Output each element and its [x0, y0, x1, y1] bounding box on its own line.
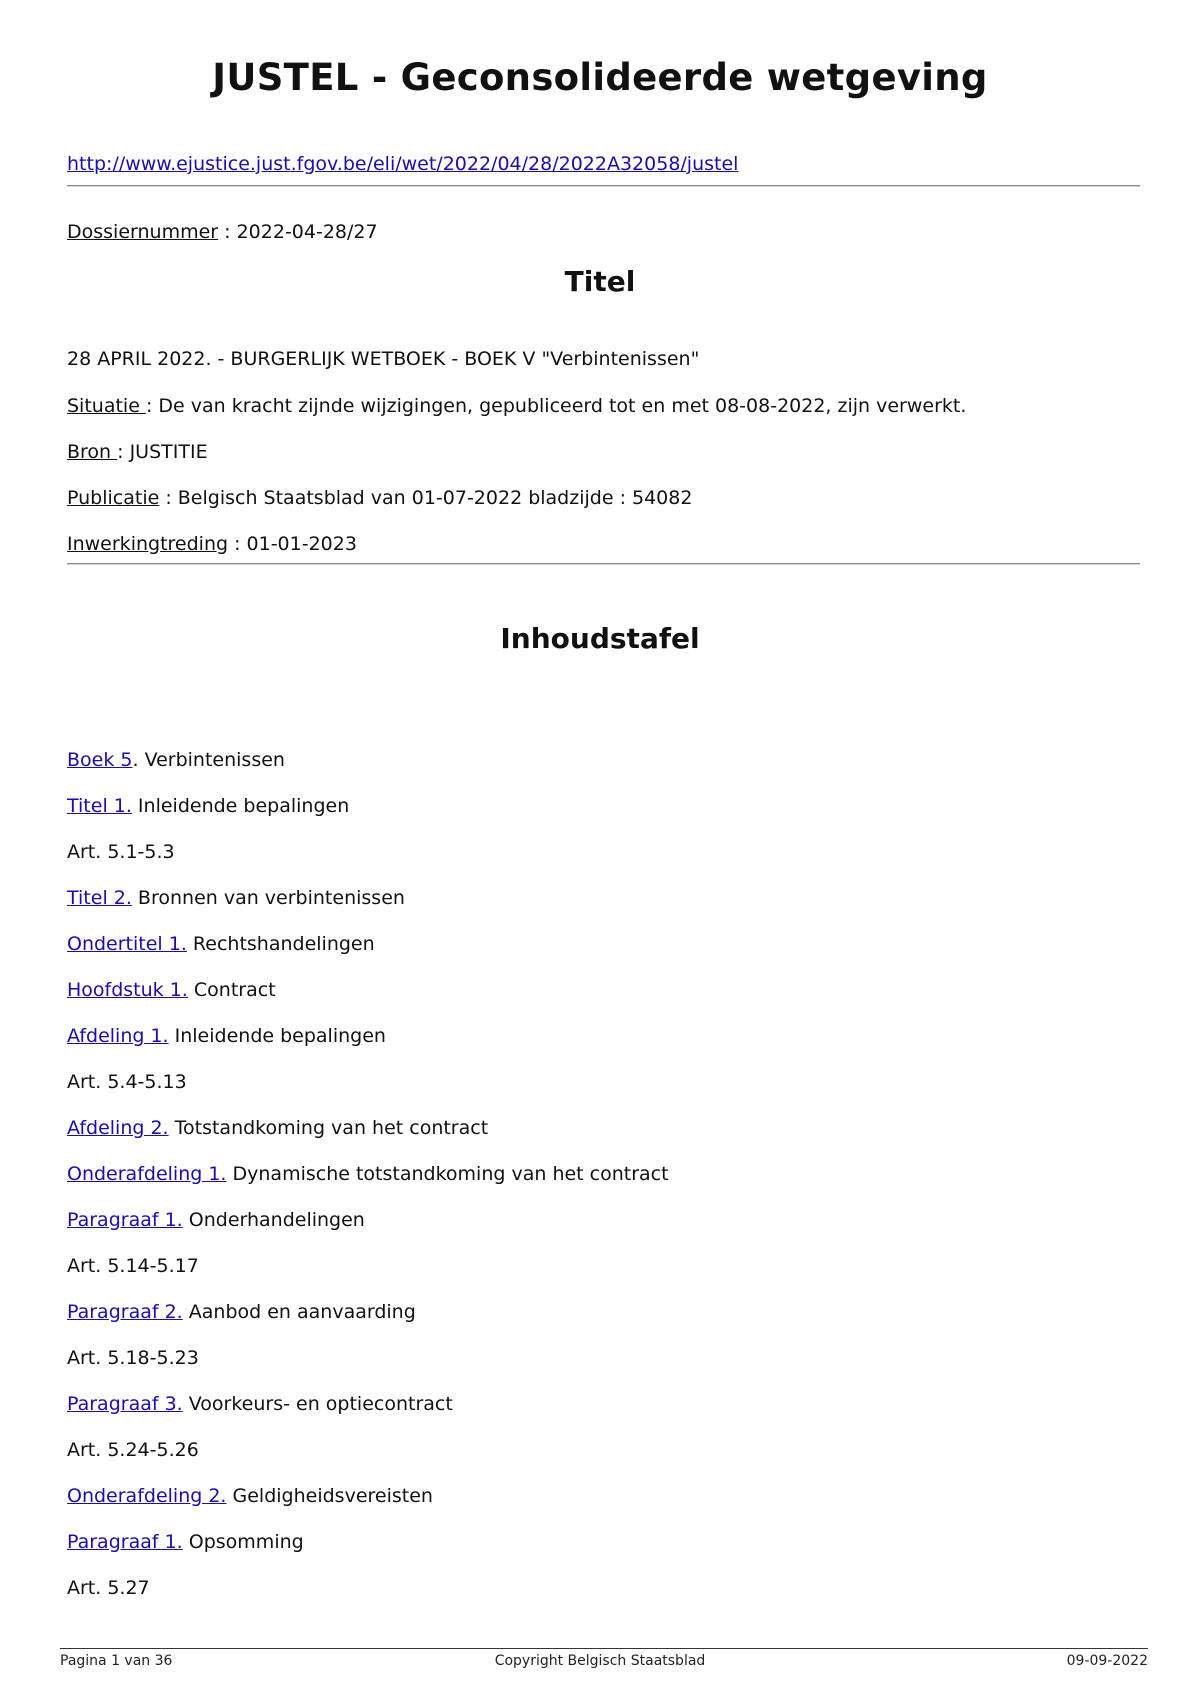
publicatie-row	[67, 486, 692, 510]
toc-text: Geldigheidsvereisten	[226, 1485, 433, 1507]
toc-text: Dynamische totstandkoming van het contract	[226, 1163, 669, 1185]
toc-link[interactable]: Titel 1.	[67, 795, 132, 817]
publicatie-value: : Belgisch Staatsblad van 01-07-2022 bladzijde : 54082	[159, 487, 693, 509]
toc-text: Art. 5.4-5.13	[67, 1071, 187, 1093]
inwerkingtreding-label: Inwerkingtreding	[67, 533, 229, 555]
toc-item	[67, 1024, 386, 1048]
footer-page-number: Pagina 1 van 36	[60, 1653, 173, 1669]
footer-divider	[60, 1648, 1148, 1649]
toc-link[interactable]: Onderafdeling 1.	[67, 1163, 227, 1185]
toc-item	[67, 1346, 199, 1370]
divider	[67, 563, 1140, 565]
toc-link[interactable]: Paragraaf 1.	[67, 1531, 183, 1553]
toc-item	[67, 1254, 199, 1278]
dossier-label: Dossiernummer	[67, 221, 219, 243]
toc-item	[67, 840, 175, 864]
toc-text: Inleidende bepalingen	[168, 1025, 386, 1047]
toc-text: Opsomming	[182, 1531, 304, 1553]
publicatie-label: Publicatie	[67, 487, 160, 509]
toc-link[interactable]: Paragraaf 3.	[67, 1393, 183, 1415]
situatie-label: Situatie	[67, 395, 146, 417]
toc-item	[67, 1484, 433, 1508]
toc-text: Rechtshandelingen	[186, 933, 375, 955]
titel-heading: Titel	[564, 265, 636, 298]
toc-item	[67, 886, 405, 910]
toc-item	[67, 932, 375, 956]
dossier-row	[67, 220, 378, 244]
toc-item	[67, 1530, 304, 1554]
footer-copyright: Copyright Belgisch Staatsblad	[494, 1653, 706, 1669]
toc-text: Art. 5.1-5.3	[67, 841, 175, 863]
toc-text: Aanbod en aanvaarding	[182, 1301, 416, 1323]
toc-heading: Inhoudstafel	[500, 622, 700, 655]
toc-text: Art. 5.18-5.23	[67, 1347, 199, 1369]
inwerkingtreding-row	[67, 532, 357, 556]
toc-text: Contract	[187, 979, 276, 1001]
toc-link[interactable]: Hoofdstuk 1.	[67, 979, 188, 1001]
divider	[67, 185, 1140, 187]
toc-item	[67, 748, 285, 772]
bron-value: : JUSTITIE	[117, 441, 208, 463]
toc-text: . Verbintenissen	[132, 749, 285, 771]
toc-text: Totstandkoming van het contract	[168, 1117, 489, 1139]
toc-text: Onderhandelingen	[182, 1209, 365, 1231]
toc-item	[67, 1576, 150, 1600]
situatie-row	[67, 394, 966, 418]
toc-link[interactable]: Titel 2.	[67, 887, 132, 909]
toc-item	[67, 794, 349, 818]
bron-row	[67, 440, 208, 464]
toc-link[interactable]: Paragraaf 2.	[67, 1301, 183, 1323]
toc-item	[67, 1300, 416, 1324]
bron-label: Bron	[67, 441, 118, 463]
toc-item	[67, 1116, 488, 1140]
inwerkingtreding-value: : 01-01-2023	[228, 533, 357, 555]
toc-item	[67, 978, 276, 1002]
toc-text: Art. 5.24-5.26	[67, 1439, 199, 1461]
footer-date: 09-09-2022	[1066, 1653, 1148, 1669]
toc-link[interactable]: Ondertitel 1.	[67, 933, 187, 955]
eli-url-link[interactable]: http://www.ejustice.just.fgov.be/eli/wet/2022/04/28/2022A32058/justel	[67, 153, 739, 175]
toc-item	[67, 1070, 187, 1094]
law-title: 28 APRIL 2022. - BURGERLIJK WETBOEK - BOEK V "Verbintenissen"	[67, 348, 700, 370]
page-title: JUSTEL - Geconsolideerde wetgeving	[212, 56, 988, 99]
toc-link[interactable]: Onderafdeling 2.	[67, 1485, 227, 1507]
toc-text: Art. 5.27	[67, 1577, 150, 1599]
dossier-value: : 2022-04-28/27	[218, 221, 378, 243]
toc-item	[67, 1438, 199, 1462]
toc-item	[67, 1208, 365, 1232]
toc-text: Voorkeurs- en optiecontract	[182, 1393, 453, 1415]
toc-text: Bronnen van verbintenissen	[131, 887, 405, 909]
toc-link[interactable]: Afdeling 1.	[67, 1025, 169, 1047]
toc-item	[67, 1392, 453, 1416]
toc-text: Art. 5.14-5.17	[67, 1255, 199, 1277]
toc-link[interactable]: Paragraaf 1.	[67, 1209, 183, 1231]
toc-item	[67, 1162, 669, 1186]
situatie-value: : De van kracht zijnde wijzigingen, gepubliceerd tot en met 08-08-2022, zijn verwerkt.	[145, 395, 967, 417]
toc-link[interactable]: Afdeling 2.	[67, 1117, 169, 1139]
toc-text: Inleidende bepalingen	[131, 795, 350, 817]
toc-link[interactable]: Boek 5	[67, 749, 133, 771]
